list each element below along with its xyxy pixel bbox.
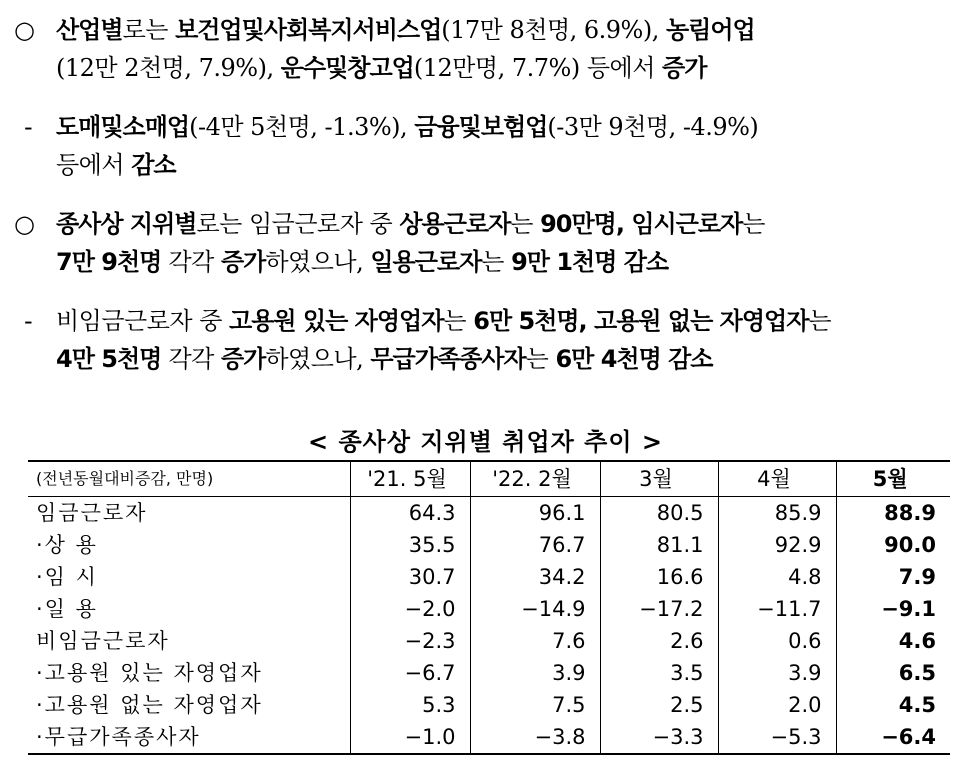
bullet-circle-marker: ○ bbox=[14, 210, 35, 238]
text-bold: 도매및소매업 bbox=[56, 113, 190, 141]
table-row bbox=[28, 721, 950, 754]
table-cell: 0.6 bbox=[718, 625, 836, 657]
bullet-2-line-2 bbox=[56, 149, 176, 181]
bullet-1-line-2 bbox=[56, 52, 706, 84]
text: 등에서 bbox=[56, 151, 132, 179]
row-label: ·일 용 bbox=[36, 597, 98, 621]
table-cell: −11.7 bbox=[718, 593, 836, 625]
text-bold: 90만명, 임시근로자 bbox=[540, 210, 743, 238]
unit-note: (전년동월대비증감, 만명) bbox=[28, 461, 350, 497]
column-header: 4월 bbox=[718, 461, 836, 497]
text-bold: 7만 9천명 bbox=[56, 248, 162, 276]
text-bold: 금융및보험업 bbox=[414, 113, 548, 141]
text-bold: 무급가족종사자 bbox=[370, 345, 526, 373]
table-cell: 35.5 bbox=[350, 529, 470, 561]
table-cell: 96.1 bbox=[470, 497, 600, 530]
table-cell: −6.4 bbox=[836, 721, 950, 754]
text: 로는 bbox=[122, 16, 176, 44]
table-cell: 2.6 bbox=[600, 625, 718, 657]
table-cell: 2.0 bbox=[718, 689, 836, 721]
table-cell: 76.7 bbox=[470, 529, 600, 561]
text-bold: 증가 bbox=[220, 248, 266, 276]
text-bold: 증가 bbox=[662, 54, 707, 82]
table-row bbox=[28, 561, 950, 593]
text: 각각 bbox=[161, 345, 221, 373]
table-cell: 4.5 bbox=[836, 689, 950, 721]
table-cell: −6.7 bbox=[350, 657, 470, 689]
text-bold: 일용근로자 bbox=[370, 248, 482, 276]
table-cell: −9.1 bbox=[836, 593, 950, 625]
row-label: ·상 용 bbox=[36, 533, 98, 557]
text-bold: 산업별 bbox=[56, 16, 123, 44]
table-cell: −2.0 bbox=[350, 593, 470, 625]
text: (-4만 5천명, -1.3%), bbox=[189, 113, 415, 141]
text: 는 bbox=[481, 248, 512, 276]
bullet-circle-marker: ○ bbox=[14, 16, 35, 44]
bullet-dash-marker: - bbox=[24, 113, 33, 141]
text-bold: 고용원 있는 자영업자 bbox=[229, 307, 444, 335]
row-label: ·임 시 bbox=[36, 565, 98, 589]
column-header: 3월 bbox=[600, 461, 718, 497]
bullet-3-line-1 bbox=[56, 208, 765, 240]
table-cell: 16.6 bbox=[600, 561, 718, 593]
text: 각각 bbox=[161, 248, 221, 276]
table-cell: 90.0 bbox=[836, 529, 950, 561]
table-cell: 4.6 bbox=[836, 625, 950, 657]
table-cell: −1.0 bbox=[350, 721, 470, 754]
text-bold: 상용근로자 bbox=[399, 210, 511, 238]
text-bold: 보건업및사회복지서비스업 bbox=[175, 16, 442, 44]
column-header: '22. 2월 bbox=[470, 461, 600, 497]
table-cell: 2.5 bbox=[600, 689, 718, 721]
table-row bbox=[28, 529, 950, 561]
text-bold: 9만 1천명 감소 bbox=[511, 248, 669, 276]
text: (12만명, 7.7%) 등에서 bbox=[413, 54, 663, 82]
bullet-4-line-2 bbox=[56, 343, 712, 375]
table-header-row bbox=[28, 461, 950, 497]
table-cell: −2.3 bbox=[350, 625, 470, 657]
text: 비임금근로자 중 bbox=[56, 307, 230, 335]
text: (12만 2천명, 7.9%), bbox=[56, 54, 281, 82]
text-bold: 증가 bbox=[220, 345, 266, 373]
table-cell: 6.5 bbox=[836, 657, 950, 689]
column-header: '21. 5월 bbox=[350, 461, 470, 497]
table-cell: 30.7 bbox=[350, 561, 470, 593]
table-cell: 7.9 bbox=[836, 561, 950, 593]
text-bold: 종사상 지위별 bbox=[56, 210, 197, 238]
table-cell: 5.3 bbox=[350, 689, 470, 721]
text: 하였으나, bbox=[265, 248, 371, 276]
table-cell: 3.5 bbox=[600, 657, 718, 689]
text: 는 bbox=[510, 210, 541, 238]
table-cell: 3.9 bbox=[718, 657, 836, 689]
text-bold: 농림어업 bbox=[666, 16, 755, 44]
table-cell: 64.3 bbox=[350, 497, 470, 530]
row-label: 임금근로자 bbox=[36, 501, 148, 525]
text: 로는 임금근로자 중 bbox=[196, 210, 400, 238]
table-cell: −5.3 bbox=[718, 721, 836, 754]
table-cell: 4.8 bbox=[718, 561, 836, 593]
text: (17만 8천명, 6.9%), bbox=[441, 16, 666, 44]
bullet-dash-marker: - bbox=[24, 307, 33, 335]
row-label: 비임금근로자 bbox=[36, 629, 170, 653]
table-row bbox=[28, 657, 950, 689]
row-label: ·고용원 없는 자영업자 bbox=[36, 693, 263, 717]
table-row bbox=[28, 689, 950, 721]
text: 는 bbox=[742, 210, 765, 238]
table-cell: 3.9 bbox=[470, 657, 600, 689]
text: 는 bbox=[525, 345, 556, 373]
text-bold: 6만 5천명, 고용원 없는 자영업자 bbox=[473, 307, 809, 335]
row-label: ·고용원 있는 자영업자 bbox=[36, 661, 263, 685]
table-cell: 88.9 bbox=[836, 497, 950, 530]
text-bold: 감소 bbox=[131, 151, 176, 179]
table-row bbox=[28, 497, 950, 530]
table-row bbox=[28, 593, 950, 625]
table-cell: 7.6 bbox=[470, 625, 600, 657]
table-cell: −3.8 bbox=[470, 721, 600, 754]
table-cell: 34.2 bbox=[470, 561, 600, 593]
table-cell: −3.3 bbox=[600, 721, 718, 754]
table-cell: 7.5 bbox=[470, 689, 600, 721]
row-label: ·무급가족종사자 bbox=[28, 721, 350, 754]
column-header-current: 5월 bbox=[836, 461, 950, 497]
text: 는 bbox=[443, 307, 474, 335]
table-title: < 종사상 지위별 취업자 추이 > bbox=[307, 428, 664, 456]
text-bold: 운수및창고업 bbox=[280, 54, 414, 82]
text-bold: 4만 5천명 bbox=[56, 345, 162, 373]
text: (-3만 9천명, -4.9%) bbox=[547, 113, 759, 141]
bullet-1-line-1 bbox=[56, 14, 755, 46]
table-cell: 85.9 bbox=[718, 497, 836, 530]
text-bold: 6만 4천명 감소 bbox=[555, 345, 713, 373]
employment-status-table bbox=[28, 460, 950, 755]
table-cell: −14.9 bbox=[470, 593, 600, 625]
table-cell: 92.9 bbox=[718, 529, 836, 561]
bullet-4-line-1 bbox=[56, 305, 831, 337]
bullet-2-line-1 bbox=[56, 111, 758, 143]
bullet-3-line-2 bbox=[56, 246, 668, 278]
text: 는 bbox=[808, 307, 832, 335]
table-cell: 81.1 bbox=[600, 529, 718, 561]
table-cell: 80.5 bbox=[600, 497, 718, 530]
text: 하였으나, bbox=[265, 345, 371, 373]
table-cell: −17.2 bbox=[600, 593, 718, 625]
table-row bbox=[28, 625, 950, 657]
